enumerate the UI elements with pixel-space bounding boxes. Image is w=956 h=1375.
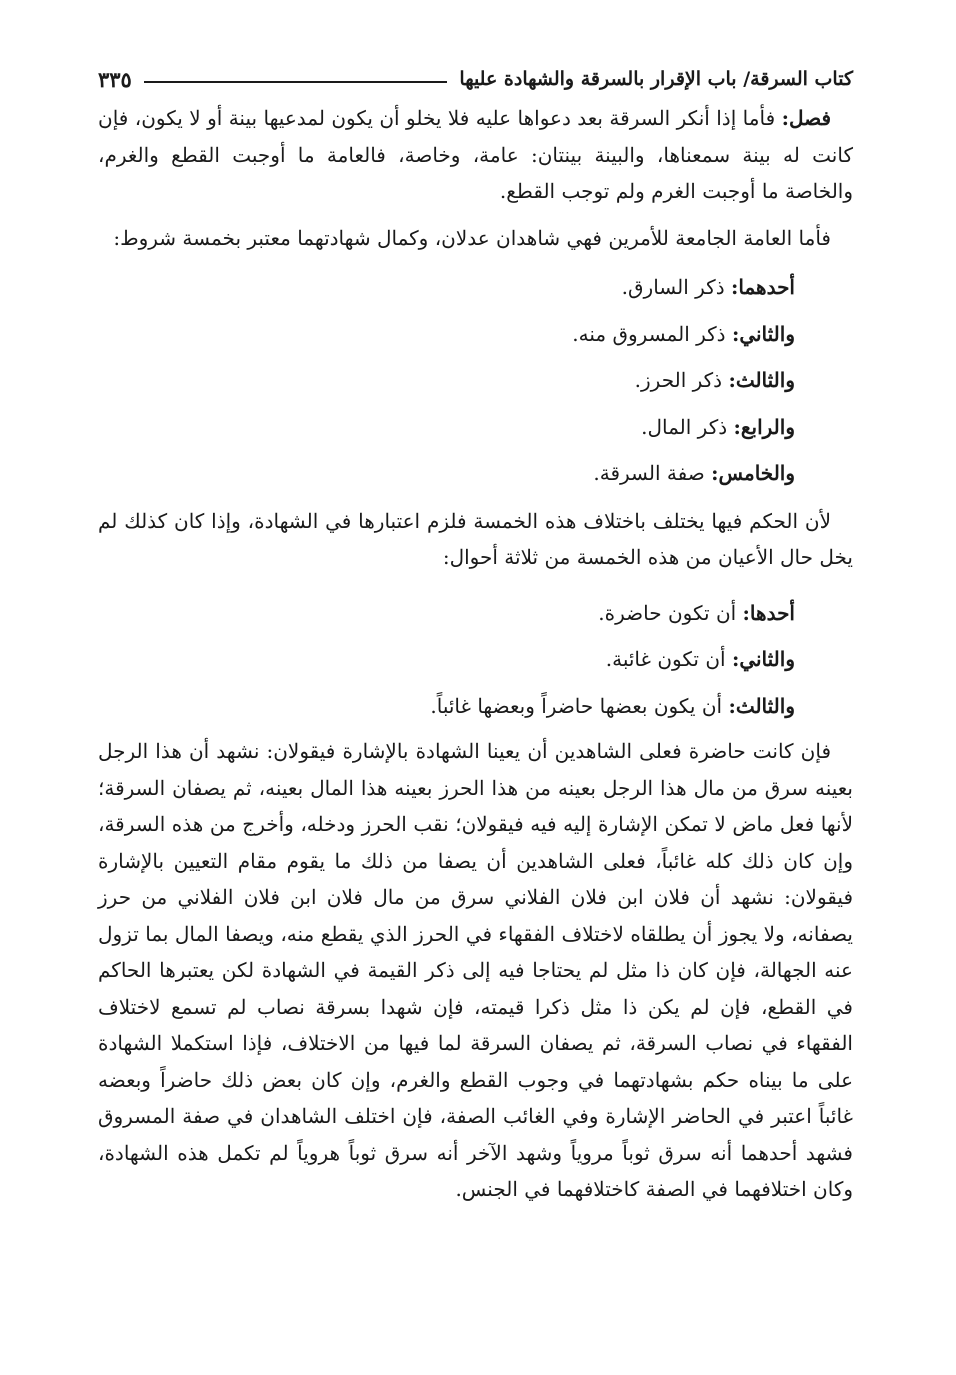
chapter-label: فصل: [781, 106, 832, 130]
list-item [98, 590, 853, 637]
list-item [98, 264, 853, 311]
header-title: كتاب السرقة/ باب الإقرار بالسرقة والشهادة عليها [459, 68, 853, 90]
condition-label: والخامس: [711, 461, 795, 485]
list-item [98, 311, 853, 358]
state-label: والثاني: [731, 647, 795, 671]
paragraph-3-text: لأن الحكم فيها يختلف باختلاف هذه الخمسة فلزم اعتبارها في الشهادة، وإذا كان كذلك لم يخل حال الأعيان من هذه الخمسة من ثلاثة أحوال: [98, 508, 853, 569]
state-text: أن تكون حاضرة. [598, 600, 737, 625]
condition-text: صفة السرقة. [593, 461, 705, 485]
paragraph-4 [98, 733, 853, 1208]
paragraph-chapter [98, 100, 853, 210]
book-page [98, 62, 853, 1208]
condition-label: والثاني: [731, 321, 795, 346]
condition-text: ذكر المال. [641, 414, 728, 439]
page-number: ٣٣٥ [98, 66, 132, 92]
list-item [98, 636, 853, 683]
paragraph-1-text: فأما إذا أنكر السرقة بعد دعواها عليه فلا يخلو أن يكون لمدعيها بينة أو لا يكون، فإن كانت له بينة سمعناها، والبينة بينتان: عامة، وخاصة، فالعامة ما أوجبت القطع والغرم، والخاصة ما أوجبت الغرم ولم توجب القطع. [98, 106, 853, 203]
state-text: أن يكون بعضها حاضراً وبعضها غائباً. [430, 693, 723, 718]
condition-label: والثالث: [728, 368, 795, 392]
list-item [98, 450, 853, 497]
state-text: أن تكون غائبة. [605, 647, 726, 671]
condition-text: ذكر السارق. [621, 275, 725, 299]
list-item [98, 357, 853, 404]
paragraph-2-text: فأما العامة الجامعة للأمرين فهي شاهدان عدلان، وكمال شهادتهما معتبر بخمسة شروط: [113, 225, 831, 250]
condition-text: ذكر المسروق منه. [572, 321, 726, 346]
header-rule [144, 81, 448, 83]
state-label: أحدها: [742, 600, 795, 625]
running-header [98, 62, 853, 96]
paragraph-4-text: فإن كانت حاضرة فعلى الشاهدين أن يعينا الشهادة بالإشارة فيقولان: نشهد أن هذا الرجل بعينه سرق من مال هذا الرجل بعينه من هذا الحرز بعينه هذا المال بعينه، ثم يصفان السرقة؛ لأنها فعل ماض لا تمكن الإشارة إليه فيه فيقولان؛ نقب الحرز ودخله، وأخرج من هذه السرقة، وإن كان ذلك كله غائباً، فعلى الشاهدين أن يصفا من ذلك ما يقوم مقام التعيين بالإشارة فيقولان: نشهد أن فلان ابن فلان الفلاني سرق من مال فلان ابن فلان الفلاني من حرز يصفانه، ولا يجوز أن يطلقاه لاختلاف الفقهاء في الحرز الذي يقطع منه، ويصفا المال بما تزول عنه الجهالة، فإن كان ذا مثل لم يحتاجا فيه إلى ذكر القيمة في الشهادة لكن يعتبرها الحاكم في القطع، فإن لم يكن ذا مثل ذكرا قيمته، فإن شهدا بسرقة نصاب لم تسمع لاختلاف الفقهاء في نصاب السرقة، ثم يصفان السرقة لما فيها من الاختلاف، فإذا استكملا الشهادة على ما بيناه حكم بشهادتهما في وجوب القطع والغرم، وإن كان بعض ذلك حاضراً وبعضه غائباً اعتبر في الحاضر الإشارة وفي الغائب الصفة، فإن اختلف الشاهدان في صفة المسروق فشهد أحدهما أنه سرق ثوباً مروياً وشهد الآخر أنه سرق ثوباً هروياً لم تكمل هذه الشهادة، وكان اختلافهما في الصفة كاختلافهما في الجنس. [98, 739, 853, 1201]
list-item [98, 683, 853, 730]
condition-text: ذكر الحرز. [634, 368, 723, 392]
states-list [98, 590, 853, 730]
paragraph-3 [98, 503, 853, 576]
state-label: والثالث: [728, 693, 795, 718]
condition-label: أحدهما: [730, 275, 795, 299]
paragraph-2 [98, 220, 853, 257]
condition-label: والرابع: [733, 414, 795, 439]
conditions-list [98, 264, 853, 497]
list-item [98, 404, 853, 451]
